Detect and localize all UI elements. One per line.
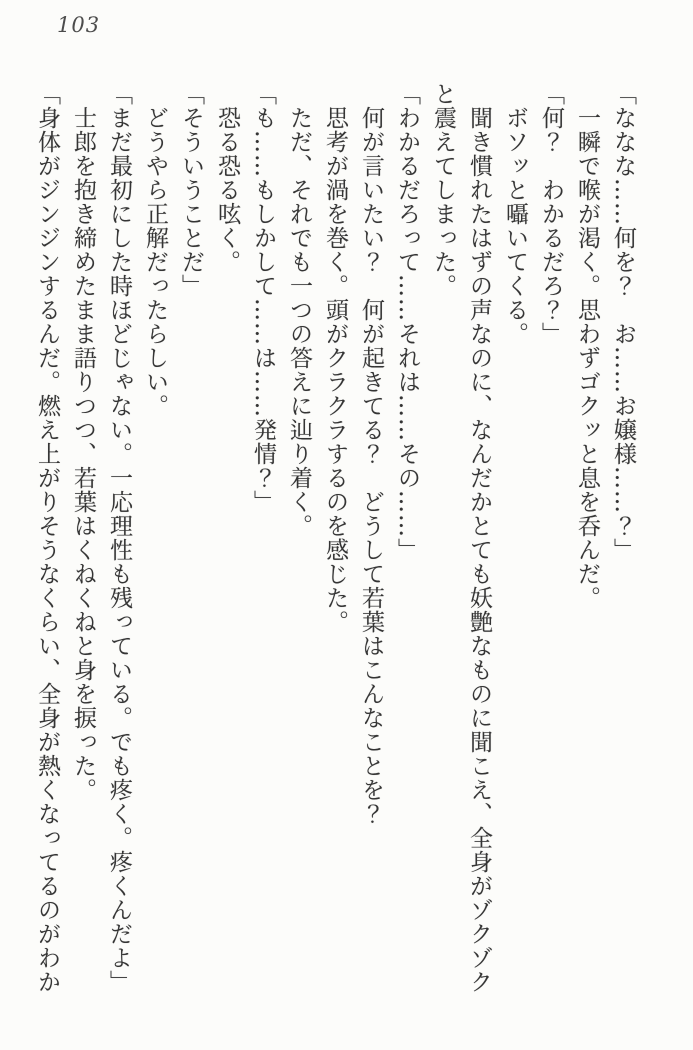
paragraph: 一瞬で喉が渇く。思わずゴクッと息を呑んだ。: [574, 82, 600, 610]
page-number: 103: [57, 13, 101, 37]
paragraph: 「そういうことだ」: [178, 82, 204, 298]
novel-text-block: [25, 82, 641, 1012]
paragraph: どうやら正解だったらしい。: [142, 82, 168, 418]
paragraph: 士郎を抱き締めたまま語りつつ、若葉はくねくねと身を捩った。: [70, 82, 96, 802]
paragraph: 「何？ わかるだろ？」: [538, 82, 564, 346]
paragraph: 「も……もしかして……は……発情？」: [250, 82, 276, 514]
paragraph: 聞き慣れたはずの声なのに、なんだかとても妖艶なものに聞こえ、全身がゾクゾクと震えてしまった。: [430, 82, 492, 994]
paragraph: 「わかるだろって……それは……その……」: [394, 82, 420, 562]
paragraph: 「身体がジンジンするんだ。燃え上がりそうなくらい、全身が熱くなってるのがわか: [34, 82, 60, 994]
paragraph: ボソッと囁いてくる。: [502, 82, 528, 346]
paragraph: ただ、それでも一つの答えに辿り着く。: [286, 82, 312, 538]
paragraph: 恐る恐る呟く。: [214, 82, 240, 274]
paragraph: 思考が渦を巻く。頭がクラクラするのを感じた。: [322, 82, 348, 634]
paragraph: 何が言いたい？ 何が起きてる？ どうして若葉はこんなことを？: [358, 82, 384, 826]
paragraph: 「まだ最初にした時ほどじゃない。一応理性も残っている。でも疼く。疼くんだよ」: [106, 82, 132, 994]
paragraph: 「ななな……何を？ お……お嬢様……？」: [610, 82, 636, 562]
